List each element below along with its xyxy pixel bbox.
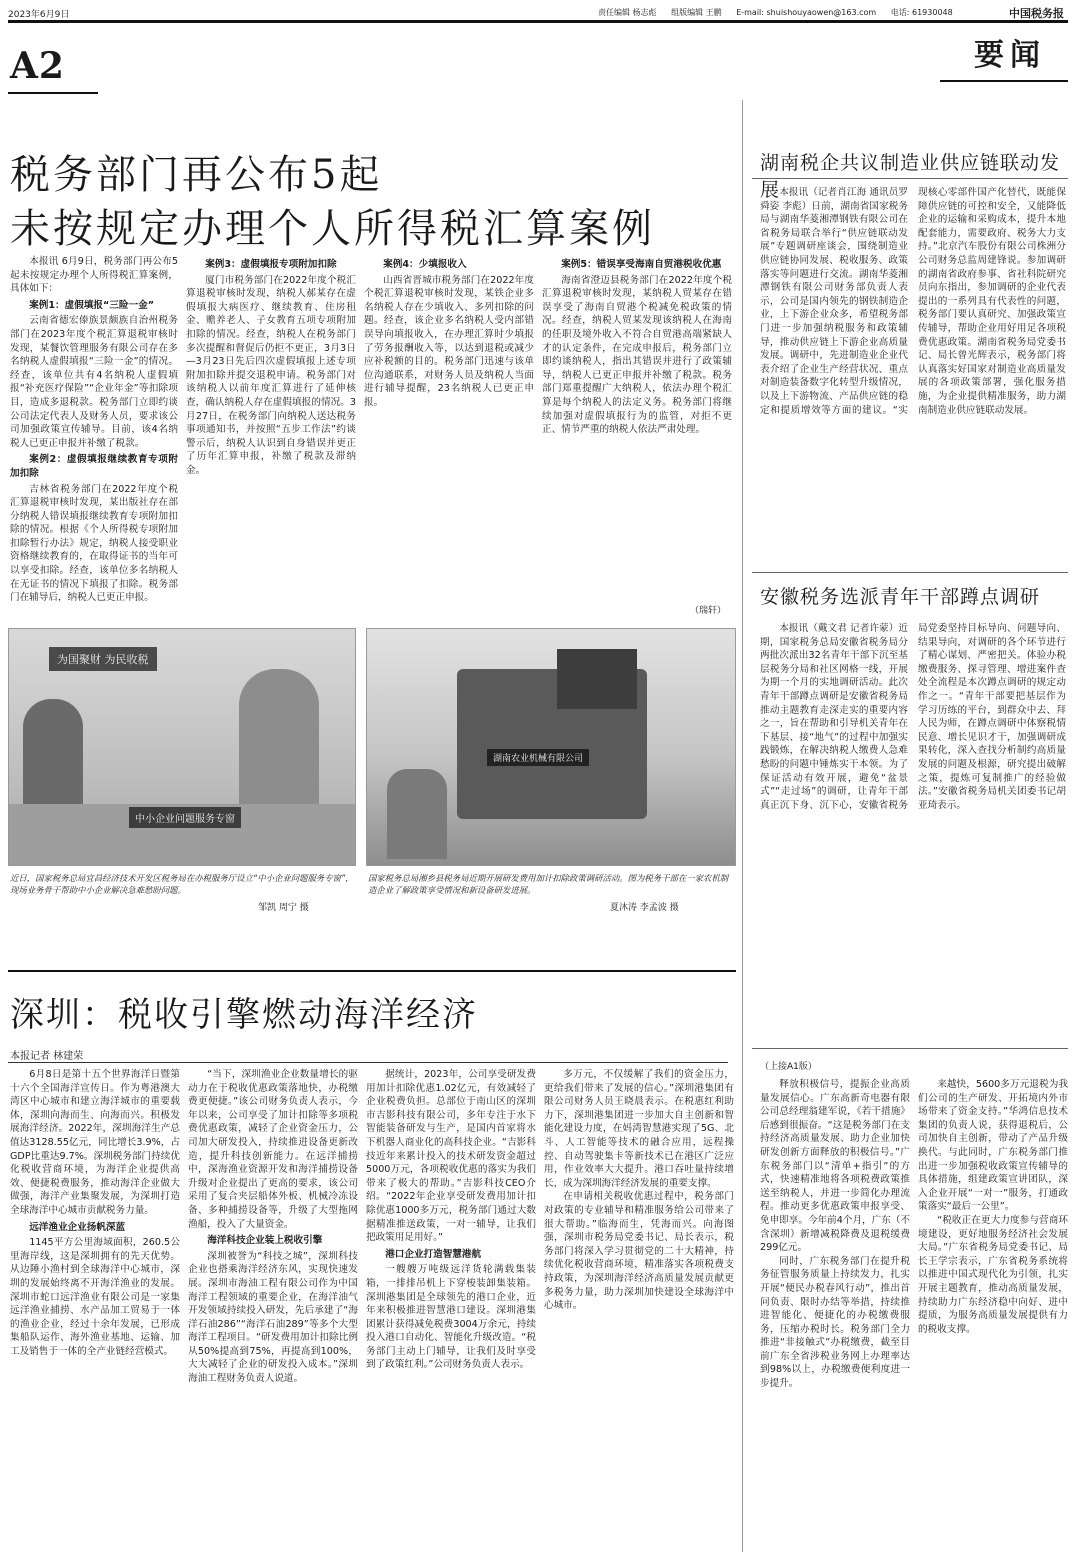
shenzhen-col3b-text: 一艘艘万吨级远洋货轮满载集装箱，一排排吊机上下穿梭装卸集装箱。深圳港集团是全球领先的港口企业，近年来积极推进智慧港口建设。深圳港集团累计获得减免税费3004万余元，持续投入港口自动化、智能化升级改造。“税务部门主动上门辅导，让我们及时享受到了政策红利。”公司财务负责人表示。: [366, 1264, 536, 1371]
lead-col-3: [364, 255, 534, 615]
shenzhen-col3-text: 据统计，2023年，公司享受研发费用加计扣除优惠1.02亿元，有效减轻了企业税费负担。总部位于南山区的深圳市吉影科技有限公司，多年专注于水下智能装备研发与生产，是国内首家将水下机器人商业化的高科技企业。“吉影科技近年来累计投入的技术研发资金超过5000万元，各项税收优惠的落实为我们带来了极大的帮助。”吉影科技CEO介绍。“2022年企业享受研发费用加计扣除优惠1000多万元，税务部门通过大数据精准推送政策，一对一辅导，让我们把政策用足用好。”: [366, 1069, 536, 1244]
case2-title: 案例2：虚假填报继续教育专项附加扣除: [10, 454, 178, 479]
case5-title: 案例5：错误享受海南自贸港税收优惠: [561, 259, 722, 270]
hall-wall-sign: 为国聚财 为民收税: [49, 647, 157, 671]
hunan-headline-rule: [752, 178, 1068, 179]
case2-text: 吉林省税务部门在2022年度个税汇算退税审核时发现，某出版社存在部分纳税人错误填报继续教育专项附加扣除的情况。根据《个人所得税专项附加扣除暂行办法》规定，纳税人接受职业资格继续教育的，在取得证书的当年可以享受扣除。经查，该单位多名纳税人在无证书的情况下填报了扣除。税务部门在辅导后，纳税人已更正申报。: [10, 483, 178, 604]
shenzhen-col4-text: 多万元，不仅缓解了我们的资金压力，更给我们带来了发展的信心。”深圳港集团有限公司财务人员王晓晨表示。在税惠红利助力下，深圳港集团进一步加大自主创新和智能化建设力度，在妈湾智慧港实现了5G、北斗、人工智能等技术的融合应用，远程操控、自动驾驶集卡等新技术已在港区广泛应用，作业效率大大提升。港口吞吐量持续增长，成为深圳海洋经济发展的重要支撑。: [544, 1069, 734, 1189]
farm-machine-photo: [366, 628, 736, 866]
photo1-caption: 近日，国家税务总局宜昌经济技术开发区税务局在办税服务厅设立“中小企业问题服务专窗”，现场业务骨干帮助中小企业解决急难愁盼问题。: [10, 873, 354, 895]
service-window-sign: 中小企业问题服务专窗: [129, 807, 241, 828]
continued-col2-text: 来越快，5600多万元退税为我们公司的生产研发、开拓境内外市场带来了资金支持。”华鸿信息技术集团的负责人说，获得退税后，公司加快自主创新，带动了产品升级换代。与此同时，广东税务部门推出进一步加强税收政策宣传辅导的具体措施，组建政策宣讲团队，深入企业开展“一对一”服务，打通政策落实“最后一公里”。: [918, 1079, 1068, 1213]
editor-email[interactable]: E-mail: shuishouyaowen@163.com: [736, 8, 877, 17]
officer-figure: [23, 699, 83, 819]
case3-text: 厦门市税务部门在2022年度个税汇算退税审核时发现，纳税人郝某存在虚假填报大病医疗、继续教育、住房租金、赡养老人、子女教育五项专项附加扣除的情况。经查，纳税人在税务部门多次提醒和督促后仍拒不更正，3月3日—3月23日先后四次虚假填报上述专项附加扣除并提交退税申请。税务部门对该纳税人以前年度汇算进行了延伸核查，确认纳税人存在虚假填报的情况。3月27日，在税务部门向纳税人送达税务事项通知书，并按照“五步工作法”约谈警示后，纳税人认识到自身错误并更正了历年汇算申报，补缴了税款及滞纳金。: [186, 274, 356, 476]
visitor-group: [387, 769, 447, 859]
continued-col1-text: 释放积极信号，提振企业高质量发展信心。广东高新奇电器有限公司总经理翁建军说，《若干措施》后感到很振奋。“这是税务部门在支持经济高质量发展、助力企业加快研发创新方面释放的积极信号。”广东税务部门以“清单+指引”的方式，快速精准地将各项税费政策推送至纳税人，并进一步简化办理流程。推动更多优惠政策申报享受、免申即享。今年前4个月，广东（不含深圳）新增减税降费及退税缓费299亿元。: [760, 1079, 910, 1254]
lead-intro: 本报讯 6月9日，税务部门再公布5起未按规定办理个人所得税汇算案例，具体如下：: [10, 256, 178, 295]
paper-name: 中国税务报: [1009, 7, 1064, 20]
lead-col-2: [186, 255, 356, 615]
continued-col1b-text: 同时，广东税务部门在提升税务征管服务质量上持续发力，扎实开展“便民办税春风行动”，推出首问负责、限时办结等举措，持续推进智能化、便捷化的办税缴费服务，压缩办税时长。税务部门全力推进“非接触式”办税缴费，截至目前广东全省涉税业务网上办理率达到98%以上，办税缴费便利度进一步提升。: [760, 1255, 910, 1390]
editor-phone: 电话: 61930048: [890, 8, 953, 17]
lead-source: （瑞轩）: [690, 606, 727, 616]
anhui-text: [760, 622, 1066, 1037]
continued-label: （上接A1版）: [760, 1062, 817, 1072]
photo2-caption: 国家税务总局湘乡县税务局近期开展研发费用加计扣除政策调研活动。图为税务干部在一家农机制造企业了解政策享受情况和新设备研发进展。: [368, 873, 729, 895]
staff-figure: [239, 669, 319, 819]
case4-title: 案例4：少填报收入: [383, 259, 467, 270]
editor-credits: [598, 7, 965, 18]
anhui-bottom-rule: [752, 1048, 1068, 1049]
column-divider: [742, 100, 743, 1552]
shenzhen-col1-text: 6月8日是第十五个世界海洋日暨第十六个全国海洋宣传日。作为粤港澳大湾区中心城市和建立海洋城市的重要载体，深圳向海而生、向海而兴。积极发展海洋经济。2022年，深圳海洋生产总值达3128.55亿元，同比增长3.9%，占GDP比重达9.7%。深圳税务部门持续优化税收营商环境，为海洋企业提供高效、便捷税费服务，推动海洋企业做大做强，海洋产业集聚发展，为深圳打造全球海洋中心城市贡献税务力量。: [10, 1069, 180, 1216]
shenzhen-col-1: [10, 1068, 180, 1546]
hunan-body: 本报讯（记者肖江海 通讯员罗舜姿 李彪）日前，湖南省国家税务局与湖南华菱湘潭钢铁有限公司在省税务局联合举行“供应链联动发展”专题调研座谈会，围绕制造业供应链协同发展、税收服务、政策落实等问题进行交流。湖南华菱湘潭钢铁有限公司财务部负责人表示，公司是国内领先的钢铁制造企业，上下游企业众多，希望税务部门进一步加强纳税服务和政策辅导，推动供应链上下游企业高质量发展。调研中，先进制造业企业代表介绍了企业生产经营状况、重点对制造装备数字化转型升级情况，以及上下游物流、产品供应链的稳定和提质增效等方面的建议。“实现核心零部件国产化替代，既能保障供应链的可控和安全，又能降低企业的运输和采购成本，提升本地配套能力，需要政府、税务大力支持。”北京汽车股份有限公司株洲分公司财务总监周建锋说。参加调研的湖南省政府参事、省社科院研究员向东指出，参加调研的企业代表提出的一系列具有代表性的问题，税务部门要认真研究、加强政策宣传辅导，帮助企业用好用足各项税费优惠政策。湖南省税务局党委书记、局长曾光辉表示，税务部门将认真落实好国家对制造业高质量发展的各项政策部署，强化服务措施，为企业提供精准服务，助力湖南制造业供应链联动发展。: [760, 187, 1066, 416]
photo1-credit: 邹凯 周宁 摄: [258, 903, 309, 913]
section-title: 要闻: [974, 38, 1046, 73]
shenzhen-byline-rule: [8, 1062, 728, 1063]
harvester-cabin: [557, 649, 637, 709]
anhui-headline: 安徽税务选派青年干部蹲点调研: [760, 586, 1041, 608]
continued-col-1: [760, 1078, 910, 1546]
shenzhen-col-3: [366, 1068, 536, 1546]
continued-col-2: [918, 1078, 1068, 1546]
page-header: [8, 4, 1068, 20]
header-rule: [8, 20, 1068, 23]
case1-text: 云南省德宏傣族景颇族自治州税务部门在2023年度个税汇算退税审核时发现，某餐饮管理服务有限公司存在多名纳税人虚假填报“三险一金”的情况。经查，该单位共有4名纳税人虚假填报“补充医疗保险”“企业年金”等扣除项目，造成多退税款。税务部门立即约谈公司法定代表人及财务人员，要求该公司加强政策宣传辅导。目前，该4名纳税人已更正申报并补缴了税款。: [10, 315, 178, 449]
shenzhen-sub1: 远洋渔业企业扬帆深蓝: [29, 1221, 126, 1233]
lead-col-4: [542, 255, 732, 615]
case3-title: 案例3：虚假填报专项附加扣除: [205, 259, 337, 270]
shenzhen-col2-text: “当下，深圳渔业企业数量增长的驱动力在于税收优惠政策落地快，办税缴费更便捷。”该公司财务负责人表示，今年以来，公司享受了加计扣除等多项税费优惠政策，减轻了企业资金压力，公司加大研发投入，持续推进设备更新改造，提升科技创新能力。在远洋捕捞中，深海渔业资源开发和海洋捕捞设备升级对企业提出了更高的要求，该公司采用了复合夹层船体外板、机械冷冻设备、多种捕捞设备等，升级了大型拖网渔船，投入了大量资金。: [188, 1069, 358, 1230]
anhui-top-rule: [752, 572, 1068, 573]
case5-text: 海南省澄迈县税务部门在2022年度个税汇算退税审核时发现，某纳税人贸某存在错误享受了海南自贸港个税减免税政策的情况。经查，纳税人贸某发现该纳税人在海南的任职及境外收入不符合自贸港高端紧缺人才的认定条件，在完成申报后，税务部门立即约谈纳税人，指出其错误并进行了政策辅导，纳税人已更正申报并补缴了税款。税务部门郑重提醒广大纳税人，依法办理个税汇算是每个纳税人的法定义务。税务部门将继续加强对虚假填报行为的监管，对拒不更正、情节严重的纳税人依法严肃处理。: [542, 274, 732, 436]
shenzhen-byline: 本报记者 林建荣: [10, 1051, 84, 1062]
editor-name: 责任编辑 杨志彪: [598, 8, 657, 17]
shenzhen-col4b-text: 在申请相关税收优惠过程中，税务部门对政策的专业辅导和精准服务给公司带来了很大帮助。”临海而生，凭海而兴。向海图强，深圳市税务局党委书记、局长表示，税务部门将深入学习贯彻党的二十大精神，持续优化税收营商环境，精准落实各项税费支持政策，为深圳海洋经济高质量发展贡献更多税务力量，助力深圳加快建设全球海洋中心城市。: [544, 1191, 734, 1312]
factory-sign: 湖南农业机械有限公司: [487, 749, 589, 766]
shenzhen-headline: 深圳：税收引擎燃动海洋经济: [10, 995, 478, 1035]
page-number-rule: [8, 92, 98, 94]
shenzhen-col-2: [188, 1068, 358, 1546]
page-number: A2: [10, 45, 65, 87]
shenzhen-col1b-text: 1145平方公里海域面积，260.5公里海岸线，这是深圳拥有的先天优势。从边陲小渔村到全球海洋中心城市，深圳的发展始终离不开海洋渔业的发展。深圳市蛇口远洋渔业有限公司是一家集远洋渔业捕捞、水产品加工贸易于一体的渔业企业，经过十余年发展，已形成集船队运作、海外渔业基地、运输、加工及销售于一体的全产业链经营模式。: [10, 1237, 180, 1357]
lead-col-1: [10, 255, 178, 615]
lead-headline-line2: 未按规定办理个人所得税汇算案例: [10, 206, 655, 252]
case1-title: 案例1：虚假填报“三险一金”: [29, 299, 155, 311]
hunan-text: [760, 186, 1066, 556]
photo2-credit: 夏沐涛 李孟波 摄: [610, 903, 679, 913]
anhui-body: 本报讯（戴文君 记者许蒙）近期，国家税务总局安徽省税务局分两批次派出32名青年干部下沉至基层税务分局和社区网格一线，开展为期一个月的实地调研活动。此次青年干部蹲点调研是安徽省税务局推动主题教育走深走实的重要内容之一，旨在帮助和引导机关青年在下基层、接“地气”的过程中加强实践锻炼，在解决纳税人缴费人急难愁盼的问题中锤炼实干本领。为了保证活动有效开展，避免“盆景式”“走过场”的调研，让青年干部真正沉下身、沉下心，安徽省税务局党委坚持目标导向、问题导向、结果导向，对调研的各个环节进行了精心谋划、严密把关。体验办税缴费服务、探寻管理、增进案件查处全流程是本次蹲点调研的规定动作之一。“青年干部要把基层作为学习历练的平台，到群众中去、拜人民为师，在蹲点调研中体察税情民意、增长见识才干，加强调研成果转化，深入查找分析制约高质量发展的问题及根源，研究提出破解之策，提炼可复制推广的经验做法。”安徽省税务局机关团委书记胡亚琦表示。: [760, 623, 1066, 811]
tax-hall-photo: [8, 628, 356, 866]
case4-text: 山西省晋城市税务部门在2022年度个税汇算退税审核时发现，某铁企业多名纳税人存在少填收入、多列扣除的问题。经查，该企业多名纳税人受内部错误导向填报收入，在办理汇算时少填报了劳务报酬收入等，以达到退税或减少应补税额的目的。税务部门迅速与该单位沟通联系，对财务人员及纳税人当面进行辅导提醒，23名纳税人已更正申报。: [364, 274, 534, 408]
lead-headline-line1: 税务部门再公布5起: [10, 152, 383, 198]
hunan-headline: 湖南税企共议制造业供应链联动发展: [760, 152, 1061, 201]
shenzhen-sub3: 港口企业打造智慧港航: [385, 1248, 482, 1260]
issue-date: 2023年6月9日: [8, 10, 70, 20]
layout-editor: 组版编辑 王鹏: [671, 8, 722, 17]
continued-col2b-text: “税收正在更大力度参与营商环境建设，更好地服务经济社会发展大局。”广东省税务局党委书记、局长王学宗表示，广东省税务系统将以推进中国式现代化为引领，扎实开展主题教育，推动高质量发展，持续助力广东经济稳中向好、进中提质，为服务高质量发展提供有力的税收支撑。: [918, 1214, 1068, 1335]
shenzhen-col-4: [544, 1068, 734, 1546]
shenzhen-col2b-text: 深圳被誉为“科技之城”，深圳科技企业也搭乘海洋经济东风，实现快速发展。深圳市海油工程有限公司作为中国海洋工程领域的重要企业，在海洋油气开发领域持续投入研发，先后承建了“海洋石油286”“海洋石油289”等多个大型海洋工程项目。“研发费用加计扣除比例从50%提高到75%，再提高到100%，大大减轻了企业的研发投入成本。”深圳海油工程财务负责人说道。: [188, 1250, 358, 1385]
shenzhen-top-rule: [8, 970, 736, 972]
section-rule: [940, 80, 1068, 82]
shenzhen-sub2: 海洋科技企业装上税收引擎: [207, 1235, 323, 1247]
lead-headline: [10, 148, 730, 256]
